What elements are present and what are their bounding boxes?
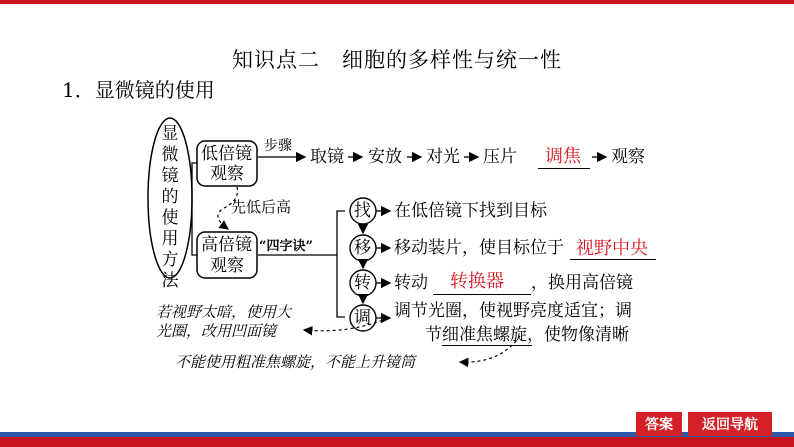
section-heading: 1．显微镜的使用 xyxy=(62,78,215,102)
note-dark-view-1: 若视野太暗，使用大 xyxy=(156,303,292,321)
step-char-find: 找 xyxy=(354,201,371,221)
step-2: 安放 xyxy=(368,147,402,167)
step-turn-text-before: 转动 xyxy=(394,273,428,293)
back-navigation-button[interactable]: 返回导航 xyxy=(688,412,772,436)
high-power-label-2: 观察 xyxy=(210,256,244,276)
bottom-stripe-red xyxy=(0,437,794,447)
note-no-coarse-focus: 不能使用粗准焦螺旋，不能上升镜筒 xyxy=(175,353,416,371)
step-final: 观察 xyxy=(611,147,645,167)
mnemonic-label: “四字诀” xyxy=(259,239,313,254)
step-4: 压片 xyxy=(483,147,517,167)
underline-fine-focus xyxy=(442,345,532,346)
low-power-arrow-label: 步骤 xyxy=(264,138,292,154)
step-turn-text-after: ，换用高倍镜 xyxy=(531,273,633,293)
step-3: 对光 xyxy=(426,147,460,167)
note-dark-view-2: 光圈，改用凹面镜 xyxy=(156,322,277,340)
answer-center: 视野中央 xyxy=(576,238,648,259)
step-char-adjust: 调 xyxy=(354,308,371,328)
answer-button[interactable]: 答案 xyxy=(636,412,682,436)
answer-converter: 转换器 xyxy=(450,271,504,292)
step-move-text: 移动装片，使目标位于 xyxy=(394,238,564,258)
answer-focus: 调焦 xyxy=(545,146,581,167)
step-1: 取镜 xyxy=(310,147,344,167)
answer-blank-focus xyxy=(538,168,590,169)
low-power-label-1: 低倍镜 xyxy=(201,144,252,164)
root-label: 显 微 镜 的 使 用 方 法 xyxy=(161,124,179,291)
step-find-text: 在低倍镜下找到目标 xyxy=(394,201,547,221)
low-power-label-2: 观察 xyxy=(210,164,244,184)
page-title: 知识点二 细胞的多样性与统一性 xyxy=(232,48,562,72)
answer-blank-converter xyxy=(433,294,531,295)
step-adjust-line1: 调节光圈，使视野亮度适宜；调 xyxy=(394,301,632,321)
transition-note: 先低后高 xyxy=(231,198,292,216)
answer-blank-center xyxy=(570,259,656,260)
step-char-turn: 转 xyxy=(354,273,371,293)
step-adjust-line2: 节细准焦螺旋，使物像清晰 xyxy=(425,325,629,345)
high-power-label-1: 高倍镜 xyxy=(201,235,252,255)
step-char-move: 移 xyxy=(354,238,371,258)
